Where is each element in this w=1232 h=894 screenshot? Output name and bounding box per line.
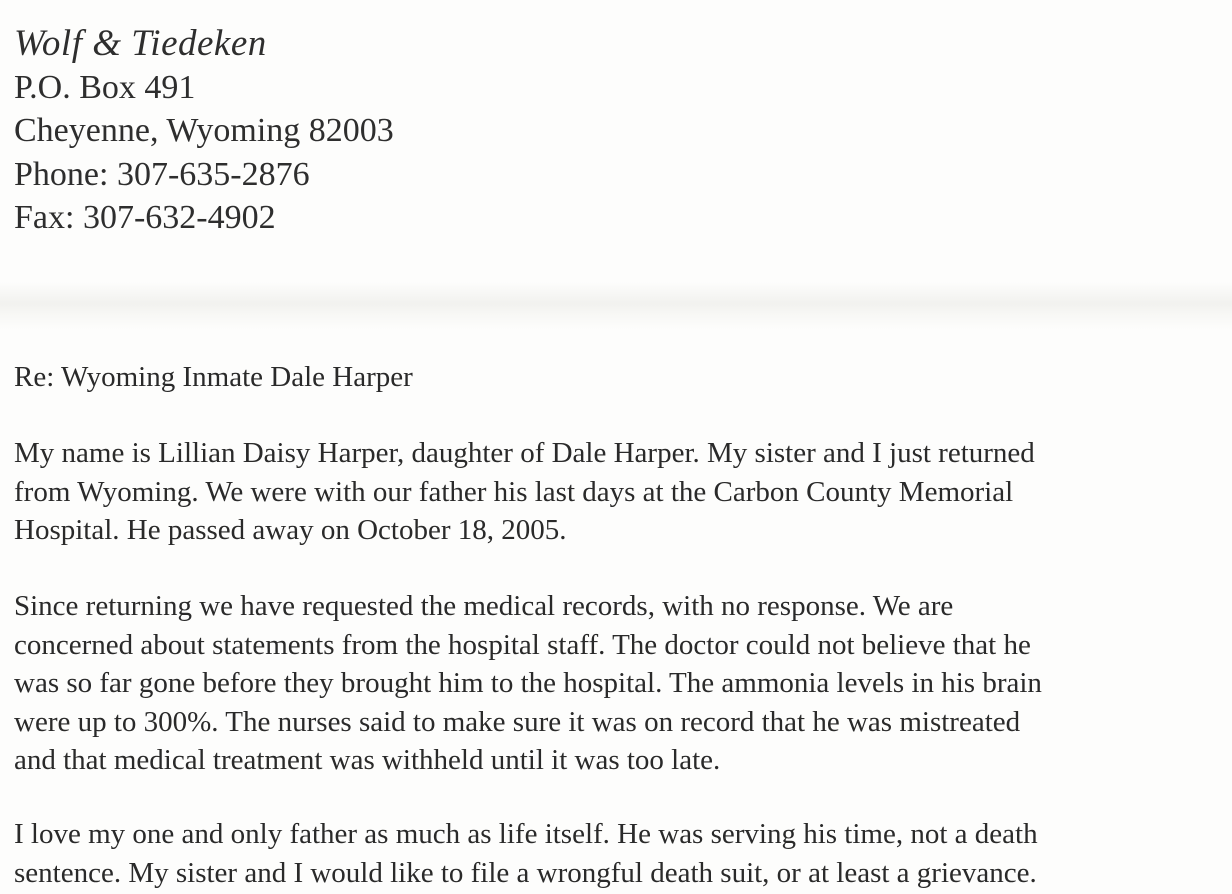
scan-shadow-band — [0, 282, 1232, 330]
fax-number: Fax: 307-632-4902 — [14, 199, 276, 236]
paragraph-2 — [14, 587, 1224, 780]
paragraph-line: I love my one and only father as much as life itself. He was serving his time, not a death — [14, 818, 1038, 850]
paragraph-line: was so far gone before they brought him to the hospital. The ammonia levels in his brain — [14, 667, 1042, 699]
paragraph-line: sentence. My sister and I would like to file a wrongful death suit, or at least a grievance. — [14, 856, 1037, 889]
paragraph-line: were up to 300%. The nurses said to make sure it was on record that he was mistreated — [14, 705, 1021, 738]
paragraph-3 — [14, 815, 1224, 892]
address-line-2: Cheyenne, Wyoming 82003 — [14, 112, 394, 149]
paragraph-line: Since returning we have requested the medical records, with no response. We are — [14, 590, 954, 622]
paragraph-line: My name is Lillian Daisy Harper, daughter of Dale Harper. My sister and I just returned — [14, 437, 1035, 469]
firm-name: Wolf & Tiedeken — [14, 23, 267, 64]
paragraph-line: and that medical treatment was withheld until it was too late. — [14, 744, 721, 776]
subject-line: Re: Wyoming Inmate Dale Harper — [14, 361, 413, 393]
paragraph-line: from Wyoming. We were with our father his last days at the Carbon County Memorial — [14, 475, 1014, 508]
paragraph-line: Hospital. He passed away on October 18, 2005. — [14, 514, 567, 546]
letterhead — [14, 22, 394, 240]
paragraph-1 — [14, 434, 1224, 550]
paragraph-line: concerned about statements from the hospital staff. The doctor could not believe that he — [14, 628, 1031, 661]
phone-number: Phone: 307-635-2876 — [14, 155, 310, 193]
address-line-1: P.O. Box 491 — [14, 68, 196, 106]
